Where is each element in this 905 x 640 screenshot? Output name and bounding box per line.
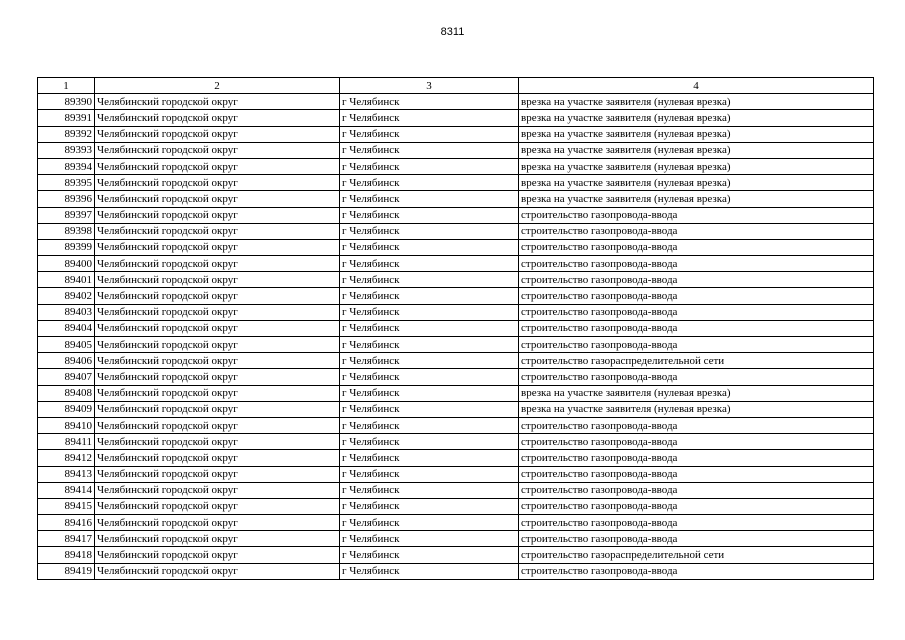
cell-work-type: врезка на участке заявителя (нулевая врезка) — [519, 385, 874, 401]
cell-district: Челябинский городской округ — [95, 158, 340, 174]
page-number: 8311 — [440, 26, 465, 38]
cell-district: Челябинский городской округ — [95, 434, 340, 450]
column-header-2: 2 — [95, 78, 340, 94]
cell-work-type: строительство газопровода-ввода — [519, 417, 874, 433]
registry-table-body — [38, 78, 874, 580]
cell-work-type: врезка на участке заявителя (нулевая врезка) — [519, 126, 874, 142]
cell-work-type: строительство газопровода-ввода — [519, 498, 874, 514]
cell-district: Челябинский городской округ — [95, 191, 340, 207]
cell-locality: г Челябинск — [340, 353, 519, 369]
cell-number: 89402 — [38, 288, 95, 304]
cell-district: Челябинский городской округ — [95, 239, 340, 255]
table-row — [38, 450, 874, 466]
cell-number: 89403 — [38, 304, 95, 320]
cell-locality: г Челябинск — [340, 288, 519, 304]
cell-number: 89391 — [38, 110, 95, 126]
cell-district: Челябинский городской округ — [95, 515, 340, 531]
cell-work-type: строительство газопровода-ввода — [519, 482, 874, 498]
cell-locality: г Челябинск — [340, 110, 519, 126]
cell-work-type: строительство газопровода-ввода — [519, 434, 874, 450]
cell-work-type: врезка на участке заявителя (нулевая врезка) — [519, 142, 874, 158]
cell-locality: г Челябинск — [340, 320, 519, 336]
table-row — [38, 401, 874, 417]
cell-number: 89418 — [38, 547, 95, 563]
cell-locality: г Челябинск — [340, 304, 519, 320]
table-row — [38, 466, 874, 482]
table-row — [38, 417, 874, 433]
cell-number: 89392 — [38, 126, 95, 142]
cell-number: 89394 — [38, 158, 95, 174]
table-row — [38, 223, 874, 239]
cell-district: Челябинский городской округ — [95, 563, 340, 579]
cell-district: Челябинский городской округ — [95, 401, 340, 417]
cell-district: Челябинский городской округ — [95, 385, 340, 401]
cell-locality: г Челябинск — [340, 531, 519, 547]
cell-locality: г Челябинск — [340, 563, 519, 579]
cell-locality: г Челябинск — [340, 191, 519, 207]
table-row — [38, 175, 874, 191]
cell-number: 89410 — [38, 417, 95, 433]
cell-district: Челябинский городской округ — [95, 288, 340, 304]
table-row — [38, 272, 874, 288]
cell-work-type: строительство газопровода-ввода — [519, 256, 874, 272]
cell-number: 89409 — [38, 401, 95, 417]
cell-number: 89396 — [38, 191, 95, 207]
cell-locality: г Челябинск — [340, 401, 519, 417]
column-header-3: 3 — [340, 78, 519, 94]
cell-number: 89390 — [38, 94, 95, 110]
cell-number: 89400 — [38, 256, 95, 272]
cell-district: Челябинский городской округ — [95, 450, 340, 466]
cell-district: Челябинский городской округ — [95, 256, 340, 272]
cell-work-type: строительство газопровода-ввода — [519, 531, 874, 547]
cell-district: Челябинский городской округ — [95, 369, 340, 385]
table-row — [38, 207, 874, 223]
cell-number: 89414 — [38, 482, 95, 498]
cell-work-type: строительство газопровода-ввода — [519, 272, 874, 288]
cell-locality: г Челябинск — [340, 385, 519, 401]
cell-work-type: строительство газопровода-ввода — [519, 369, 874, 385]
cell-locality: г Челябинск — [340, 450, 519, 466]
table-row — [38, 563, 874, 579]
cell-number: 89412 — [38, 450, 95, 466]
cell-work-type: врезка на участке заявителя (нулевая врезка) — [519, 158, 874, 174]
cell-number: 89407 — [38, 369, 95, 385]
cell-locality: г Челябинск — [340, 158, 519, 174]
table-row — [38, 531, 874, 547]
table-row — [38, 498, 874, 514]
table-row — [38, 256, 874, 272]
cell-locality: г Челябинск — [340, 142, 519, 158]
table-row — [38, 158, 874, 174]
table-row — [38, 337, 874, 353]
cell-number: 89393 — [38, 142, 95, 158]
column-header-1: 1 — [38, 78, 95, 94]
cell-number: 89406 — [38, 353, 95, 369]
cell-work-type: врезка на участке заявителя (нулевая врезка) — [519, 110, 874, 126]
cell-work-type: строительство газораспределительной сети — [519, 547, 874, 563]
cell-district: Челябинский городской округ — [95, 482, 340, 498]
table-row — [38, 126, 874, 142]
table-row — [38, 547, 874, 563]
table-row — [38, 353, 874, 369]
cell-district: Челябинский городской округ — [95, 126, 340, 142]
cell-work-type: врезка на участке заявителя (нулевая врезка) — [519, 191, 874, 207]
cell-work-type: строительство газопровода-ввода — [519, 304, 874, 320]
cell-district: Челябинский городской округ — [95, 337, 340, 353]
cell-work-type: строительство газопровода-ввода — [519, 207, 874, 223]
cell-locality: г Челябинск — [340, 272, 519, 288]
cell-number: 89404 — [38, 320, 95, 336]
cell-district: Челябинский городской округ — [95, 142, 340, 158]
cell-work-type: строительство газопровода-ввода — [519, 466, 874, 482]
cell-district: Челябинский городской округ — [95, 223, 340, 239]
cell-locality: г Челябинск — [340, 239, 519, 255]
cell-number: 89411 — [38, 434, 95, 450]
cell-work-type: строительство газопровода-ввода — [519, 288, 874, 304]
cell-locality: г Челябинск — [340, 223, 519, 239]
cell-district: Челябинский городской округ — [95, 272, 340, 288]
cell-work-type: строительство газопровода-ввода — [519, 515, 874, 531]
table-row — [38, 239, 874, 255]
table-row — [38, 304, 874, 320]
table-row — [38, 434, 874, 450]
table-row — [38, 385, 874, 401]
cell-locality: г Челябинск — [340, 515, 519, 531]
cell-locality: г Челябинск — [340, 498, 519, 514]
cell-district: Челябинский городской округ — [95, 320, 340, 336]
cell-number: 89413 — [38, 466, 95, 482]
cell-work-type: врезка на участке заявителя (нулевая врезка) — [519, 175, 874, 191]
cell-work-type: строительство газопровода-ввода — [519, 337, 874, 353]
table-row — [38, 369, 874, 385]
cell-locality: г Челябинск — [340, 482, 519, 498]
cell-district: Челябинский городской округ — [95, 175, 340, 191]
cell-locality: г Челябинск — [340, 547, 519, 563]
cell-district: Челябинский городской округ — [95, 353, 340, 369]
cell-work-type: врезка на участке заявителя (нулевая врезка) — [519, 401, 874, 417]
cell-district: Челябинский городской округ — [95, 110, 340, 126]
cell-number: 89395 — [38, 175, 95, 191]
cell-number: 89398 — [38, 223, 95, 239]
cell-number: 89401 — [38, 272, 95, 288]
cell-work-type: врезка на участке заявителя (нулевая врезка) — [519, 94, 874, 110]
cell-locality: г Челябинск — [340, 337, 519, 353]
table-row — [38, 482, 874, 498]
cell-locality: г Челябинск — [340, 207, 519, 223]
cell-work-type: строительство газопровода-ввода — [519, 563, 874, 579]
cell-number: 89417 — [38, 531, 95, 547]
cell-work-type: строительство газораспределительной сети — [519, 353, 874, 369]
cell-number: 89419 — [38, 563, 95, 579]
cell-number: 89405 — [38, 337, 95, 353]
cell-work-type: строительство газопровода-ввода — [519, 320, 874, 336]
cell-district: Челябинский городской округ — [95, 547, 340, 563]
cell-district: Челябинский городской округ — [95, 207, 340, 223]
table-row — [38, 94, 874, 110]
cell-work-type: строительство газопровода-ввода — [519, 239, 874, 255]
column-header-4: 4 — [519, 78, 874, 94]
table-row — [38, 515, 874, 531]
cell-locality: г Челябинск — [340, 369, 519, 385]
cell-locality: г Челябинск — [340, 466, 519, 482]
cell-locality: г Челябинск — [340, 175, 519, 191]
cell-district: Челябинский городской округ — [95, 94, 340, 110]
cell-district: Челябинский городской округ — [95, 498, 340, 514]
table-row — [38, 191, 874, 207]
cell-locality: г Челябинск — [340, 417, 519, 433]
cell-work-type: строительство газопровода-ввода — [519, 450, 874, 466]
cell-number: 89397 — [38, 207, 95, 223]
registry-table — [37, 77, 874, 580]
table-header-row — [38, 78, 874, 94]
cell-number: 89399 — [38, 239, 95, 255]
cell-work-type: строительство газопровода-ввода — [519, 223, 874, 239]
cell-locality: г Челябинск — [340, 126, 519, 142]
table-row — [38, 110, 874, 126]
table-row — [38, 320, 874, 336]
cell-number: 89416 — [38, 515, 95, 531]
cell-district: Челябинский городской округ — [95, 304, 340, 320]
cell-number: 89408 — [38, 385, 95, 401]
cell-locality: г Челябинск — [340, 94, 519, 110]
cell-locality: г Челябинск — [340, 256, 519, 272]
table-row — [38, 142, 874, 158]
cell-district: Челябинский городской округ — [95, 466, 340, 482]
cell-district: Челябинский городской округ — [95, 531, 340, 547]
cell-locality: г Челябинск — [340, 434, 519, 450]
cell-district: Челябинский городской округ — [95, 417, 340, 433]
table-row — [38, 288, 874, 304]
cell-number: 89415 — [38, 498, 95, 514]
